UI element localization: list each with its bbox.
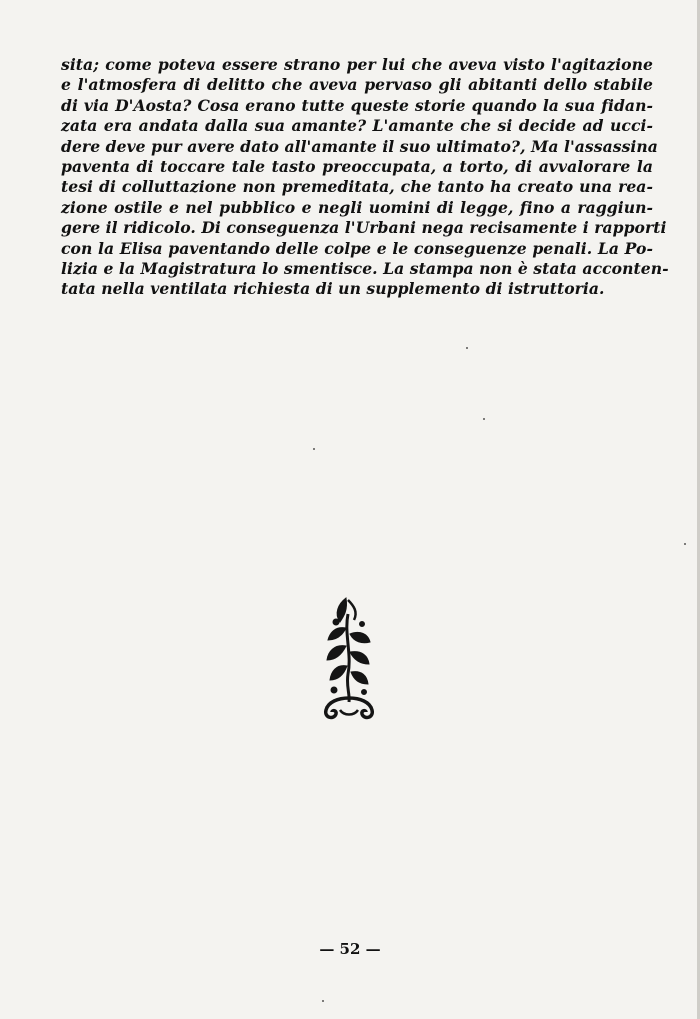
- print-speck: [322, 1000, 324, 1002]
- text-line: tata nella ventilata richiesta di un supplemento di istruttoria.: [61, 279, 605, 299]
- body-text: [61, 55, 669, 300]
- print-speck: [313, 448, 315, 450]
- text-line: con la Elisa paventando delle colpe e le conseguenze penali. La Po-: [61, 238, 653, 258]
- text-line: tesi di colluttazione non premeditata, che tanto ha creato una rea-: [61, 177, 653, 197]
- text-line: sita; come poteva essere strano per lui che aveva visto l'agitazione: [61, 55, 653, 74]
- page-number: — 52 —: [319, 940, 381, 958]
- text-line: zione ostile e nel pubblico e negli uomini di legge, fino a raggiun-: [61, 197, 653, 217]
- text-line: gere il ridicolo. Di conseguenza l'Urbani nega recisamente i rapporti: [61, 218, 667, 238]
- print-speck: [466, 347, 468, 349]
- text-line: dere deve pur avere dato all'amante il suo ultimato?, Ma l'assassina: [61, 136, 658, 156]
- print-speck: [684, 543, 686, 545]
- text-line: lizia e la Magistratura lo smentisce. La stampa non è stata acconten-: [61, 258, 669, 278]
- floral-vignette-icon: [318, 594, 380, 724]
- text-line: di via D'Aosta? Cosa erano tutte queste storie quando la sua fidan-: [61, 95, 653, 115]
- text-line: paventa di toccare tale tasto preoccupata, a torto, di avvalorare la: [61, 156, 653, 176]
- text-line: e l'atmosfera di delitto che aveva pervaso gli abitanti dello stabile: [61, 75, 653, 95]
- print-speck: [483, 418, 485, 420]
- text-line: zata era andata dalla sua amante? L'amante che si decide ad ucci-: [61, 116, 653, 136]
